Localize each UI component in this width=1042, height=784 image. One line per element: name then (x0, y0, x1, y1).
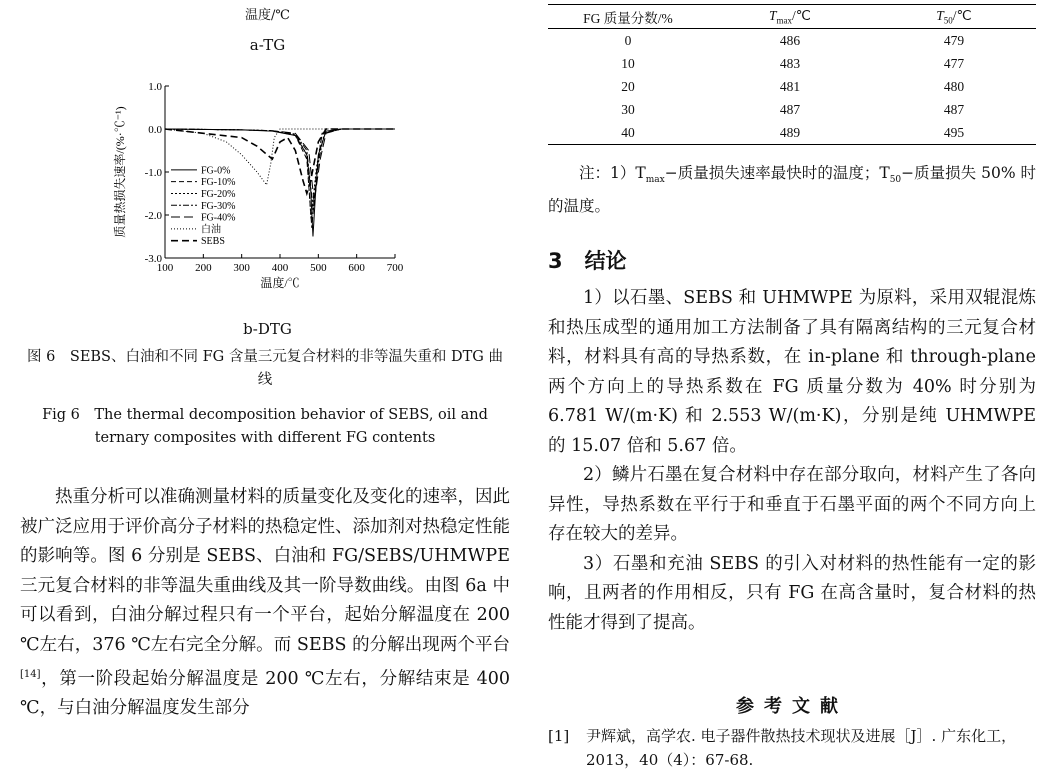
reference-text[interactable]: 尹辉斌，高学农. 电子器件散热技术现状及进展［J］. 广东化工，2013，40（4）：67-68. (586, 727, 1017, 769)
y-tick-label: -1.0 (144, 167, 162, 179)
x-tick-label: 400 (271, 262, 289, 274)
figure-a-xlabel: 温度/℃ (245, 8, 290, 23)
y-axis-label: 质量热损失速率/(%·℃⁻¹) (113, 106, 127, 238)
table-row: 0 486 479 (624, 32, 965, 48)
citation-ref[interactable]: [14] (20, 669, 41, 680)
series-line-6 (165, 129, 395, 185)
series-line-5 (165, 129, 395, 202)
section-title: 结论 (584, 249, 627, 273)
legend-label: FG-10% (201, 177, 236, 189)
legend-label: FG-40% (201, 212, 236, 224)
table-header-fg: FG 质量分数/% (583, 10, 673, 26)
series-line-7 (165, 129, 395, 194)
conclusion-body (548, 284, 1036, 638)
table-row: 30 487 487 (621, 101, 965, 117)
x-tick-label: 700 (386, 262, 404, 274)
section-heading (548, 245, 627, 275)
x-tick-label: 500 (310, 262, 327, 274)
chart-title: b-DTG (243, 320, 292, 338)
table-row: 20 481 480 (621, 78, 965, 94)
legend-label: SEBS (201, 236, 225, 248)
x-tick-label: 200 (195, 262, 212, 274)
table-header-tmax: $T_{max}/℃$ (769, 7, 811, 26)
section-number: 3 (548, 249, 563, 273)
figure-caption-en: Fig 6 The thermal decomposition behavior of SEBS, oil and ternary composites with different FG contents (42, 407, 488, 446)
table-row: 40 489 495 (548, 121, 1036, 145)
table-note (548, 160, 1036, 219)
x-tick-label: 600 (348, 262, 365, 274)
conclusion-item-1: 1）以石墨、SEBS 和 UHMWPE 为原料，采用双辊混炼和热压成型的通用加工方法制备了具有隔离结构的三元复合材料，材料具有高的导热系数，在 in-plane 和 through-plane 两个方向上的导热系数在 FG 质量分数为 40% 时分别为 6.781 W/(m·K) 和 2.553 W/(m·K)，分别是纯 UHMWPE 的 15.07 倍和 5.67 倍。 (548, 288, 1036, 456)
series-line-1 (165, 129, 395, 237)
legend-label: FG-30% (201, 200, 236, 212)
dtg-chart-svg (110, 76, 420, 316)
legend-label: FG-0% (201, 165, 231, 177)
reference-item (548, 724, 1036, 772)
y-tick-label: 1.0 (148, 81, 162, 93)
table-note-text: 注：$1)T_{max}-$质量损失速率最快时的温度；$T_{50}-$质量损失 50% 时的温度。 (548, 164, 1037, 216)
reference-list (548, 724, 1036, 772)
conclusion-item-2: 2）鳞片石墨在复合材料中存在部分取向，材料产生了各向异性，导热系数在平行于和垂直于石墨平面的两个不同方向上存在较大的差异。 (548, 465, 1036, 544)
y-tick-label: -3.0 (144, 253, 162, 265)
table-row: 10 483 477 (621, 55, 965, 71)
legend-label: FG-20% (201, 188, 236, 200)
y-tick-label: -2.0 (144, 210, 162, 222)
results-table-wrap (548, 4, 1036, 145)
x-tick-label: 300 (233, 262, 250, 274)
dtg-chart (110, 76, 420, 320)
x-tick-label: 100 (156, 262, 174, 274)
legend-label: 白油 (201, 224, 221, 236)
conclusion-item-3: 3）石墨和充油 SEBS 的引入对材料的热性能有一定的影响，且两者的作用相反，只有 FG 在高含量时，复合材料的热性能才得到了提高。 (548, 553, 1036, 633)
body-paragraph-tail: ，第一阶段起始分解温度是 200 ℃左右，分解结束是 400 ℃，与白油分解温度发生部分 (20, 668, 510, 719)
figure-caption-cn: 图 6 SEBS、白油和不同 FG 含量三元复合材料的非等温失重和 DTG 曲线 (27, 349, 503, 388)
reference-number: [1] (548, 727, 570, 745)
table-header-t50: $T_{50}/℃$ (936, 7, 972, 26)
body-paragraph (20, 483, 510, 724)
series-line-2 (165, 129, 395, 228)
figure-a-sublabel: a-TG (249, 36, 286, 54)
table-header-row (548, 5, 1036, 29)
y-tick-label: 0.0 (148, 124, 162, 136)
references-heading: 参考文献 (736, 696, 848, 717)
body-paragraph-text: 热重分析可以准确测量材料的质量变化及变化的速率，因此被广泛应用于评价高分子材料的热稳定性、添加剂对热稳定性能的影响等。图 6 分别是 SEBS、白油和 FG/SEBS/UHMWPE 三元复合材料的非等温失重曲线及其一阶导数曲线。由图 6a 中可以看到，白油分解过程只有一个平台，起始分解温度在 200 ℃左右，376 ℃左右完全分解。而 SEBS 的分解出现两个平台 (20, 487, 510, 655)
results-table (548, 4, 1036, 145)
x-axis-label: 温度/℃ (260, 276, 300, 290)
